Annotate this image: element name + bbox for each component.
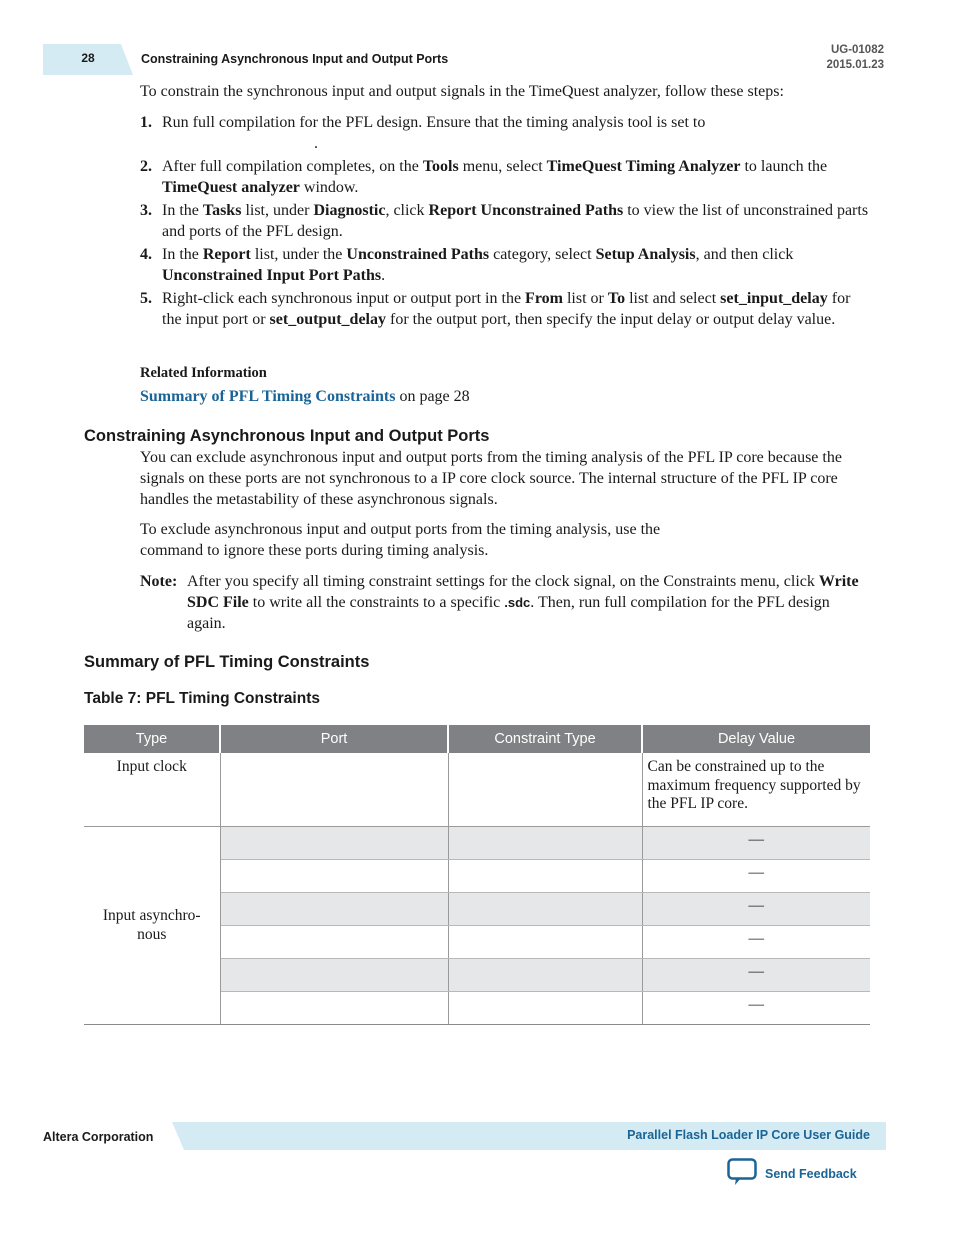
step-text: list, under xyxy=(241,202,314,219)
note-text xyxy=(187,571,870,634)
step-text: menu, select xyxy=(458,158,547,175)
cell-port xyxy=(220,827,448,860)
list-name: Tasks xyxy=(202,202,242,219)
note-label: Note: xyxy=(140,573,178,590)
step-text: window. xyxy=(299,179,359,196)
step-text: category, select xyxy=(489,246,596,263)
cell-delay-value: — xyxy=(642,827,870,860)
step-3 xyxy=(140,200,870,242)
step-text: Right-click each synchronous input or output port in the xyxy=(162,290,526,307)
note-text-part: After you specify all timing constraint settings for the clock signal, on the Constraints menu, click xyxy=(187,573,819,590)
window-name: TimeQuest analyzer xyxy=(162,179,300,196)
cell-delay-value: — xyxy=(642,992,870,1025)
step-text: . xyxy=(381,267,386,284)
footer-company: Altera Corporation xyxy=(43,1130,154,1144)
cell-delay-value: — xyxy=(642,959,870,992)
command-name: Write SDC File xyxy=(187,573,859,611)
step-number: 2. xyxy=(140,158,152,175)
async-paragraph-2-line2: command to ignore these ports during timing analysis. xyxy=(140,542,489,559)
step-text: for the input port or xyxy=(162,290,851,328)
footer-guide-title[interactable]: Parallel Flash Loader IP Core User Guide xyxy=(627,1128,870,1142)
related-information xyxy=(140,386,470,407)
step-text: to launch the xyxy=(740,158,828,175)
command-name: Report Unconstrained Paths xyxy=(428,202,624,219)
section-heading-summary: Summary of PFL Timing Constraints xyxy=(84,653,370,671)
steps-list xyxy=(140,112,870,332)
cell-constraint-type xyxy=(448,893,642,926)
step-text: In the xyxy=(162,202,203,219)
menu-item: TimeQuest Timing Analyzer xyxy=(546,158,741,175)
step-text: After full compilation completes, on the xyxy=(162,158,423,175)
step-5 xyxy=(140,288,870,330)
page-number: 28 xyxy=(81,51,95,65)
async-paragraph-1: You can exclude asynchronous input and output ports from the timing analysis of the PFL IP core because the signals on these ports are not synchronous to a IP core clock source. The internal structure of the PFL IP core handles the metastability of these asynchronous signals. xyxy=(140,449,842,508)
running-header-title: Constraining Asynchronous Input and Output Ports xyxy=(141,52,449,66)
cell-constraint-type xyxy=(448,753,642,827)
table-row xyxy=(84,827,870,860)
step-text: In the xyxy=(162,246,203,263)
note-text-part: to write all the constraints to a specific xyxy=(248,594,505,611)
header-port: Port xyxy=(220,725,448,753)
cell-constraint-type xyxy=(448,860,642,893)
step-text: , click xyxy=(385,202,429,219)
cell-port xyxy=(220,753,448,827)
note-text-part: . Then, run full compilation for the PFL design again. xyxy=(187,594,830,632)
command-name: set_input_delay xyxy=(720,290,828,307)
cell-type-async-line1: Input asynchro- xyxy=(102,907,201,924)
cell-port xyxy=(220,893,448,926)
async-paragraph-2-line1: To exclude asynchronous input and output ports from the timing analysis, use the xyxy=(140,521,661,538)
command-name: Setup Analysis xyxy=(595,246,696,263)
header-constraint-type: Constraint Type xyxy=(448,725,642,753)
cell-type-async-line2: nous xyxy=(137,925,167,943)
menu-name: Tools xyxy=(422,158,459,175)
table-header-row xyxy=(84,725,870,753)
cell-constraint-type xyxy=(448,926,642,959)
async-paragraph-2 xyxy=(140,519,870,561)
send-feedback-label: Send Feedback xyxy=(765,1166,857,1181)
cell-delay-value: Can be constrained up to the maximum frequency supported by the PFL IP core. xyxy=(642,753,870,827)
step-text: list or xyxy=(562,290,608,307)
cell-type: Input clock xyxy=(84,753,220,827)
cell-constraint-type xyxy=(448,992,642,1025)
cell-port xyxy=(220,992,448,1025)
feedback-icon xyxy=(727,1158,757,1189)
cell-type-async xyxy=(84,827,220,1025)
step-text: list and select xyxy=(625,290,721,307)
cell-constraint-type xyxy=(448,827,642,860)
cell-port xyxy=(220,926,448,959)
step-number: 1. xyxy=(140,114,152,131)
step-4 xyxy=(140,244,870,286)
command-name: Unconstrained Input Port Paths xyxy=(162,267,382,284)
related-information-label: Related Information xyxy=(140,365,267,381)
header-delay-value: Delay Value xyxy=(642,725,870,753)
step-text: list, under the xyxy=(250,246,347,263)
related-link[interactable]: Summary of PFL Timing Constraints xyxy=(140,388,396,405)
cell-constraint-type xyxy=(448,959,642,992)
step-text: for the output port, then specify the input delay or output delay value. xyxy=(386,311,836,328)
step-number: 4. xyxy=(140,246,152,263)
cell-port xyxy=(220,959,448,992)
step-2 xyxy=(140,156,870,198)
category-name: Diagnostic xyxy=(313,202,386,219)
pfl-timing-constraints-table xyxy=(84,725,870,1025)
send-feedback-button[interactable] xyxy=(727,1158,857,1189)
doc-date: 2015.01.23 xyxy=(826,59,884,71)
cell-delay-value: — xyxy=(642,860,870,893)
step-text: Run full compilation for the PFL design. Ensure that the timing analysis tool is set to xyxy=(162,114,706,131)
related-link-suffix: on page 28 xyxy=(395,388,470,405)
list-name: From xyxy=(525,290,563,307)
cell-port xyxy=(220,860,448,893)
step-text: , and then click xyxy=(695,246,794,263)
document-id xyxy=(826,43,884,73)
section-heading-async: Constraining Asynchronous Input and Output Ports xyxy=(84,427,490,445)
cell-delay-value: — xyxy=(642,926,870,959)
intro-paragraph: To constrain the synchronous input and output signals in the TimeQuest analyzer, follow these steps: xyxy=(140,83,784,100)
table-row xyxy=(84,753,870,827)
list-name: To xyxy=(607,290,626,307)
note-block xyxy=(140,571,870,634)
table-caption: Table 7: PFL Timing Constraints xyxy=(84,690,320,707)
step-1 xyxy=(140,112,870,154)
header-type: Type xyxy=(84,725,220,753)
category-name: Unconstrained Paths xyxy=(346,246,490,263)
file-extension: .sdc xyxy=(504,595,531,610)
step-number: 3. xyxy=(140,202,152,219)
step-number: 5. xyxy=(140,290,152,307)
doc-id: UG-01082 xyxy=(830,44,884,56)
step-text: to view the list of unconstrained parts and ports of the PFL design. xyxy=(162,202,869,240)
step-text-period: . xyxy=(314,135,318,152)
command-name: set_output_delay xyxy=(269,311,386,328)
cell-delay-value: — xyxy=(642,893,870,926)
list-name: Report xyxy=(202,246,251,263)
